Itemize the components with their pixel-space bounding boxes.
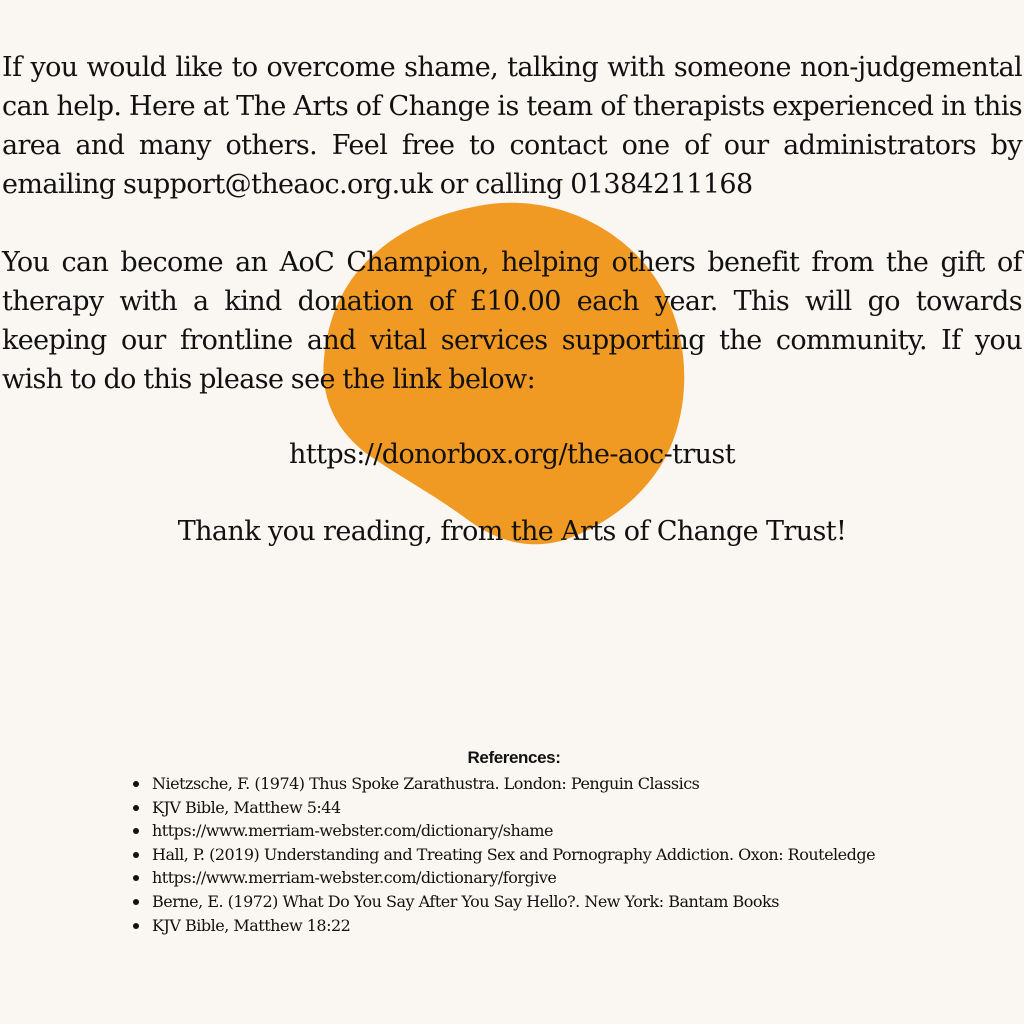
references-list (132, 772, 992, 937)
reference-item (132, 819, 992, 843)
bullet-icon (133, 828, 139, 834)
bullet-icon (133, 899, 139, 905)
references-section (0, 746, 1024, 935)
reference-text: KJV Bible, Matthew 5:44 (152, 797, 341, 817)
reference-item (132, 796, 992, 820)
reference-item (132, 866, 992, 890)
reference-link[interactable]: https://www.merriam-webster.com/dictionary/shame (152, 821, 553, 841)
reference-item (132, 772, 992, 796)
bullet-icon (133, 781, 139, 787)
reference-text: Hall, P. (2019) Understanding and Treating Sex and Pornography Addiction. Oxon: Routeledge (152, 844, 876, 864)
reference-item (132, 914, 992, 938)
reference-text: Berne, E. (1972) What Do You Say After You Say Hello?. New York: Bantam Books (152, 891, 779, 911)
reference-text: KJV Bible, Matthew 18:22 (152, 915, 351, 935)
main-content (0, 48, 1024, 551)
donation-link[interactable]: https://donorbox.org/the-aoc-trust (289, 439, 735, 470)
reference-text: Nietzsche, F. (1974) Thus Spoke Zarathustra. London: Penguin Classics (152, 774, 700, 793)
reference-link[interactable]: https://www.merriam-webster.com/dictionary/forgive (152, 868, 557, 888)
references-title: References: (467, 748, 561, 767)
bullet-icon (133, 805, 139, 811)
reference-item (132, 843, 992, 867)
bullet-icon (133, 875, 139, 881)
paragraph-champion: You can become an AoC Champion, helping others benefit from the gift of therapy with a kind donation of £10.00 each year. This will go towards keeping our frontline and vital services supporting the community. If you wish to do this please see the link below: (2, 247, 1022, 395)
bullet-icon (133, 923, 139, 929)
reference-item (132, 890, 992, 914)
paragraph-contact: If you would like to overcome shame, talking with someone non-judgemental can help. Here at The Arts of Change is team of therapists experienced in this area and many others. Feel free to contact one of our administrators by emailing support@theaoc.org.uk or calling 01384211168 (2, 52, 1022, 200)
thanks-line: Thank you reading, from the Arts of Change Trust! (177, 516, 847, 547)
bullet-icon (133, 852, 139, 858)
